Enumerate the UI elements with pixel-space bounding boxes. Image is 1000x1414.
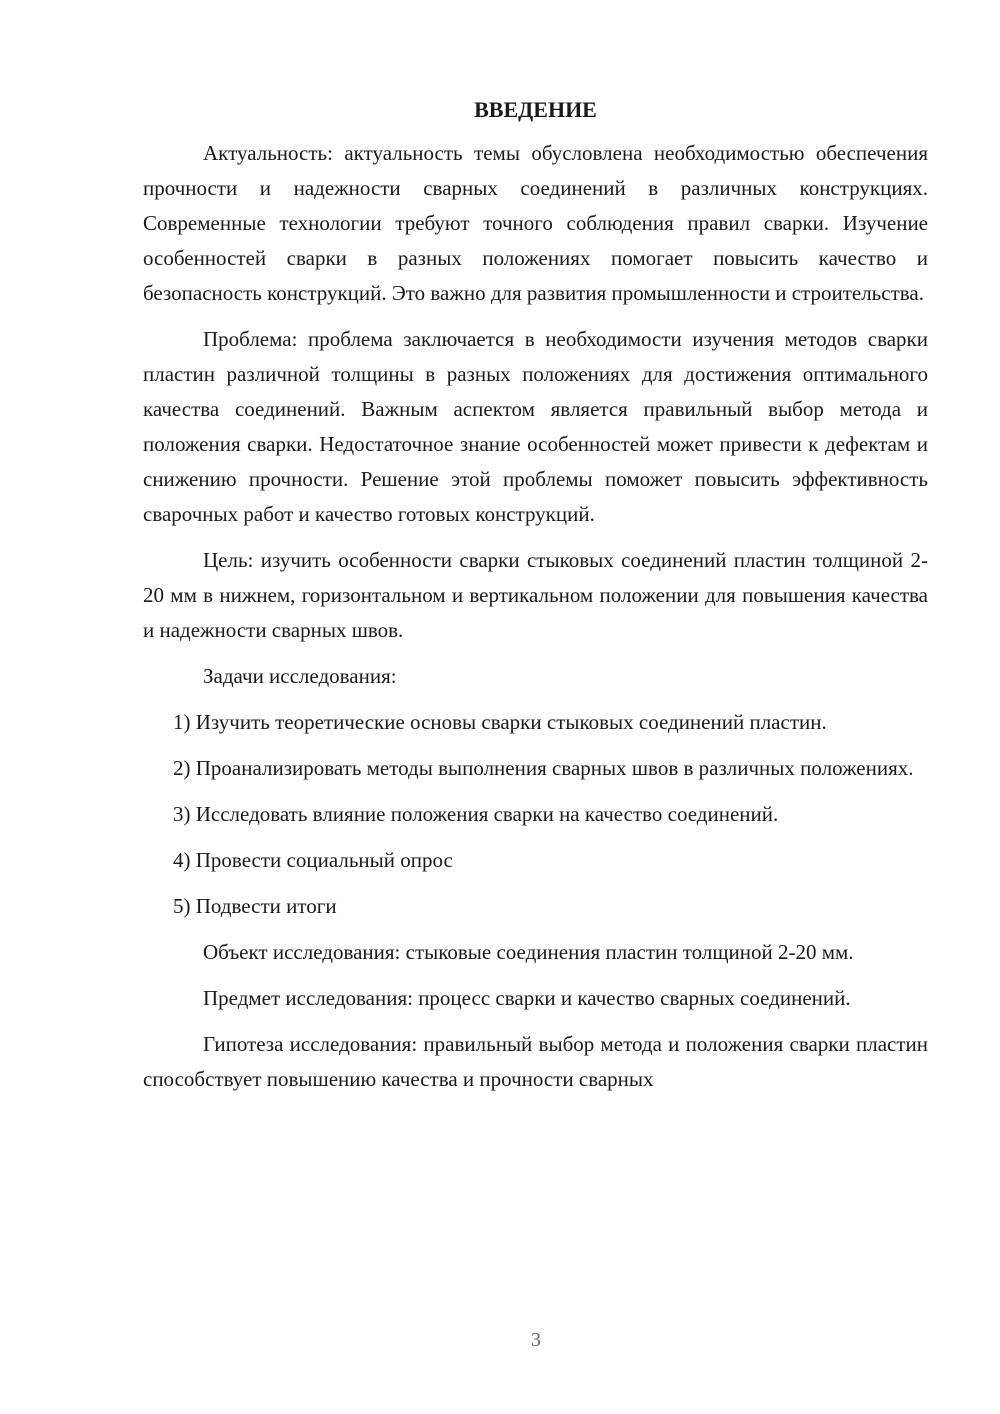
paragraph-relevance: Актуальность: актуальность темы обусловлена необходимостью обеспечения прочности и надежности сварных соединений в различных конструкциях. Современные технологии требуют точного соблюдения правил сварки. Изучение особенностей сварки в разных положениях помогает повысить качество и безопасность конструкций. Это важно для развития промышленности и строительства.	[143, 141, 928, 305]
list-item-task-3: 3) Исследовать влияние положения сварки на качество соединений.	[173, 802, 779, 826]
list-item-task-4: 4) Провести социальный опрос	[173, 848, 453, 872]
page-title: ВВЕДЕНИЕ	[474, 97, 597, 122]
page-number: 3	[531, 1329, 541, 1351]
tasks-heading: Задачи исследования:	[203, 664, 397, 688]
list-item-task-5: 5) Подвести итоги	[173, 894, 337, 918]
list-item-task-1: 1) Изучить теоретические основы сварки стыковых соединений пластин.	[173, 710, 827, 734]
paragraph-hypothesis: Гипотеза исследования: правильный выбор метода и положения сварки пластин способствует повышению качества и прочности сварных	[143, 1032, 928, 1091]
paragraph-goal: Цель: изучить особенности сварки стыковых соединений пластин толщиной 2-20 мм в нижнем, горизонтальном и вертикальном положении для повышения качества и надежности сварных швов.	[143, 548, 928, 642]
list-item-task-2: 2) Проанализировать методы выполнения сварных швов в различных положениях.	[173, 756, 914, 780]
paragraph-subject: Предмет исследования: процесс сварки и качество сварных соединений.	[203, 986, 851, 1010]
paragraph-problem: Проблема: проблема заключается в необходимости изучения методов сварки пластин различной толщины в разных положениях для достижения оптимального качества соединений. Важным аспектом является правильный выбор метода и положения сварки. Недостаточное знание особенностей может привести к дефектам и снижению прочности. Решение этой проблемы поможет повысить эффективность сварочных работ и качество готовых конструкций.	[143, 327, 928, 526]
paragraph-object: Объект исследования: стыковые соединения пластин толщиной 2-20 мм.	[203, 940, 854, 964]
document-page	[143, 92, 928, 1097]
